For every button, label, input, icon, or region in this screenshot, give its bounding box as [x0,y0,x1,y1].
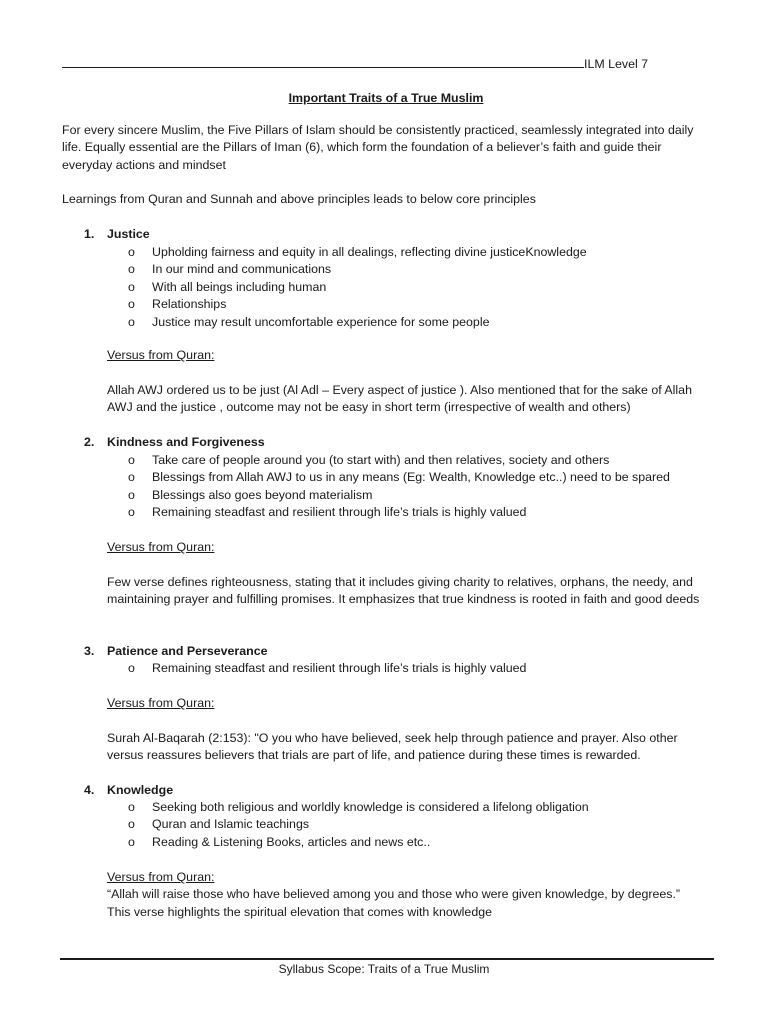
learnings-paragraph: Learnings from Quran and Sunnah and above principles leads to below core principles [62,192,536,206]
list-item: o Justice may result uncomfortable experience for some people [128,314,718,331]
bullet-marker: o [128,470,135,485]
section-title: Kindness and Forgiveness [107,435,265,449]
section-number: 1. [84,227,95,241]
bullet-marker: o [128,505,135,520]
bullet-marker: o [128,245,135,259]
list-item: o Reading & Listening Books, articles and news etc.. [128,834,718,851]
bullet-marker: o [128,817,135,832]
verse-text: Allah AWJ ordered us to be just (Al Adl – Every aspect of justice ). Also mentioned that for the sake of Allah AWJ and the justice , outcome may not be easy in short term (irrespective of wealth and others) [107,383,692,415]
bullet-marker: o [128,297,135,312]
patience-bullet-list [128,660,718,677]
bullet-marker: o [128,487,135,502]
bullet-marker: o [128,661,135,675]
section-number: 3. [84,644,95,658]
verse-text: Surah Al-Baqarah (2:153): "O you who have believed, seek help through patience and prayer. Also other versus reassures believers that trials are part of life, and patience during these times is rewarded. [107,731,678,763]
section-heading-knowledge [84,782,704,799]
header-level: ILM Level 7 [584,57,649,71]
list-item: o In our mind and communications [128,261,718,278]
bullet-marker: o [128,453,135,467]
list-item: o Blessings also goes beyond materialism [128,487,718,504]
list-item: o Remaining steadfast and resilient through life’s trials is highly valued [128,660,718,677]
list-item: o Quran and Islamic teachings [128,816,718,833]
section-heading-kindness [84,434,704,451]
list-item: o Relationships [128,296,718,313]
bullet-marker: o [128,834,135,849]
section-number: 4. [84,783,95,797]
section-heading-patience [84,643,704,660]
list-item: o Remaining steadfast and resilient through life’s trials is highly valued [128,504,718,521]
justice-bullet-list [128,244,718,331]
verse-text-line-1: “Allah will raise those who have believed among you and those who were given knowledge, by degrees.” [107,887,681,901]
bullet-marker: o [128,800,135,814]
bullet-marker: o [128,314,135,329]
header-blank-line [62,56,584,68]
footer-divider [60,958,714,960]
verse-text-line-2: This verse highlights the spiritual elevation that comes with knowledge [107,905,492,919]
document-title: Important Traits of a True Muslim [288,91,484,105]
footer-text: Syllabus Scope: Traits of a True Muslim [278,962,490,976]
knowledge-bullet-list [128,799,718,851]
list-item: o With all beings including human [128,279,718,296]
list-item: o Blessings from Allah AWJ to us in any means (Eg: Wealth, Knowledge etc..) need to be spared [128,469,718,486]
verse-text: Few verse defines righteousness, stating that it includes giving charity to relatives, orphans, the needy, and maintaining prayer and fulfilling promises. It emphasizes that true kindness is rooted in faith and good deeds [107,575,700,607]
header-line [62,56,647,73]
section-title: Justice [107,227,150,241]
verses-label: Versus from Quran: [107,696,215,710]
bullet-marker: o [128,279,135,294]
intro-paragraph: For every sincere Muslim, the Five Pillars of Islam should be consistently practiced, seamlessly integrated into daily life. Equally essential are the Pillars of Iman (6), which form the foundation of a believer’s faith and guide their everyday actions and mindset [62,123,694,172]
bullet-marker: o [128,262,135,277]
verses-label: Versus from Quran: [107,870,215,884]
verses-label: Versus from Quran: [107,540,215,554]
list-item: o Seeking both religious and worldly knowledge is considered a lifelong obligation [128,799,718,816]
section-title: Patience and Perseverance [107,644,268,658]
section-heading-justice [84,226,704,243]
list-item: o Upholding fairness and equity in all dealings, reflecting divine justiceKnowledge [128,244,718,261]
kindness-bullet-list [128,452,718,522]
list-item: o Take care of people around you (to start with) and then relatives, society and others [128,452,718,469]
section-title: Knowledge [107,783,174,797]
verses-label: Versus from Quran: [107,348,215,362]
section-number: 2. [84,435,95,449]
